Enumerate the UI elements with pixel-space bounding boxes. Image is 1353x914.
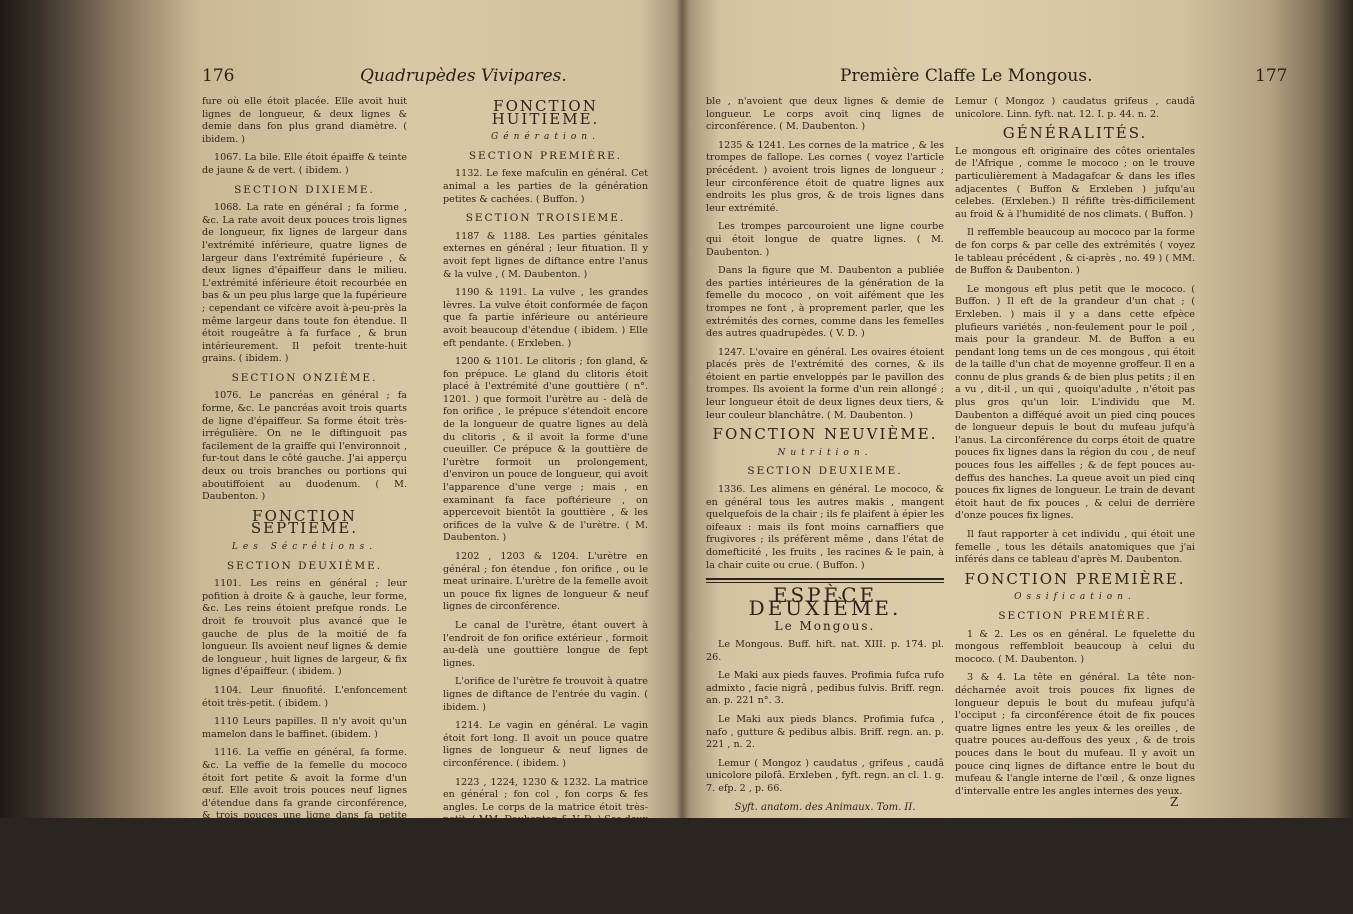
left-column-2 xyxy=(443,96,648,914)
left-running-title: Quadrupèdes Vivipares. xyxy=(360,66,567,86)
paragraph: 1076. Le pancréas en général ; fa forme, &c. Le pancréas avoit trois quarts de ligne d'épaiffeur. Sa forme étoit très-irrégulière. On ne le diftinguoit pas facilement de la graiffe qui l'environnoit , fur-tout dans le côté gauche. J'ai apperçu deux ou trois branches ou portions qui aboutiffoient au duodenum. ( M. Daubenton. ) xyxy=(202,390,407,503)
right-column-1 xyxy=(706,96,944,814)
section-title: GÉNÉRALITÉS. xyxy=(1002,124,1148,143)
function-subheading: Les Sécrétions. xyxy=(231,542,378,552)
paragraph: 1190 & 1191. La vulve , les grandes lèvres. La vulve étoit conformée de façon que fa partie inférieure ou antérieure avoit beaucoup d'étendue ( ibidem. ) Elle eft pendante. ( Erxleben. ) xyxy=(443,287,648,349)
section-heading: SECTION ONZIÈME. xyxy=(231,371,378,384)
species-heading: ESPÈCE DEUXIÈME. xyxy=(748,583,902,620)
paragraph: 1101. Les reins en général ; leur pofition à droite & à gauche, leur forme, &c. Les reins étoient prefque ronds. Le droit fe trouvoit plus avancé que le gauche de plus de la moitié de fa longueur. Ils avoient neuf lignes & demie de longueur , huit lignes de largeur, & fix lignes d'épaiffeur. ( ibidem. ) xyxy=(202,578,407,678)
paragraph: 1067. La bile. Elle étoit épaiffe & teinte de jaune & de vert. ( ibidem. ) xyxy=(202,152,407,176)
right-page-number: 177 xyxy=(1255,66,1288,86)
function-subheading: Génération. xyxy=(491,132,600,143)
paragraph: Lemur ( Mongoz ) caudatus , grifeus , caudâ unicolore pilofâ. Erxleben , fyft. regn. an cl. 1. g. 7. efp. 2 , p. 66. xyxy=(706,757,944,794)
paragraph: 1116. La veffie en général, fa forme. &c. La veffie de la femelle du mococo étoit fort petite & avoit la forme d'un œuf. Elle avoit trois pouces neuf lignes d'étendue dans fa grande circonférence, & trois pouces une ligne dans fa petite circonférence. ( ibidem. ) xyxy=(202,747,407,834)
paragraph: Le col & le corps de la matrice , pris enfemble , xyxy=(443,883,648,907)
section-heading: SECTION TROISIEME. xyxy=(465,212,626,225)
function-subheading: Nutrition. xyxy=(777,447,873,458)
section-heading: SECTION DEUXIEME. xyxy=(747,465,903,478)
paragraph: Les trompes parcouroient une ligne courbe qui étoit longue de quatre lignes. ( M. Daubenton. ) xyxy=(706,221,944,258)
paragraph: 1 & 2. Les os en général. Le fquelette du mongous reffembloit beaucoup à celui du mococo. ( M. Daubenton. ) xyxy=(955,628,1195,665)
function-subheading: Ossification. xyxy=(1014,592,1136,603)
paragraph: Lemur ( Mongoz ) caudatus grifeus , caudâ unicolore. Linn. fyft. nat. 12. I. p. 44. n. 2. xyxy=(955,96,1195,120)
section-heading: SECTION PREMIÈRE. xyxy=(468,149,623,162)
section-heading: SECTION DIXIEME. xyxy=(234,183,375,196)
species-name: Le Mongous. xyxy=(774,619,876,634)
paragraph: fure où elle étoit placée. Elle avoit huit lignes de longueur, & deux lignes & demie dans fon plus grand diamètre. ( ibidem. ) xyxy=(202,96,407,145)
right-page xyxy=(690,0,1310,818)
left-column-1 xyxy=(202,96,407,841)
paragraph: Le mongous eft plus petit que le mococo. ( Buffon. ) Il eft de la grandeur d'un chat ; ( Erxleben. ) mais il y a dans cette efpèce plufieurs variétés , non-feulement pour le poil , mais pour la grandeur. M. de Buffon a eu pendant long tems un de ces mongous , qui étoit de la taille d'un chat de moyenne groffeur. Il en a connu de plus grands & de bien plus petits ; il en a vu , dit-il , un qui , quoiqu'adulte , n'étoit pas plus gros qu'un loir. L'individu que M. Daubenton a difféqué avoit un pied cinq pouces de longueur depuis le bout du mufeau jufqu'à l'anus. La circonférence du corps étoit de quatre pouces fix lignes dans la région du cou , de neuf pouces fous les aiffelles ; & de fept pouces au-deffus des hanches. La queue avoit un pied cinq pouces fix lignes de longueur. Le train de devant étoit haut de fix pouces , & celui de derrière d'onze pouces fix lignes. xyxy=(955,283,1195,522)
left-page-number: 176 xyxy=(202,66,235,86)
paragraph: 3 & 4. La tête en général. La tête non-décharnée avoit trois pouces fix lignes de longueur depuis le bout du mufeau jufqu'à l'occiput ; fa circonférence étoit de fix pouces quatre lignes entre les yeux & les oreilles , de quatre pouces au-deffous des yeux , & de trois pouces dans le bout du mufeau. Il y avoit un pouce cinq lignes de diftance entre le bout du mufeau & l'angle interne de l'œil , & onze lignes d'intervalle entre les angles internes des yeux. xyxy=(955,672,1195,797)
paragraph: 1104. Leur finuofité. L'enfoncement étoit très-petit. ( ibidem. ) xyxy=(202,684,407,709)
paragraph: 1202 , 1203 & 1204. L'urètre en général ; fon étendue , fon orifice , ou le meat urinaire. L'urètre de la femelle avoit un pouce fix lignes de longueur & neuf lignes de circonférence. xyxy=(443,551,648,613)
paragraph: Il reffemble beaucoup au mococo par la forme de fon corps & par celle des extrémités ( voyez le tableau précédent , & ci-après , no. 49 ) ( MM. de Buffon & Daubenton. ) xyxy=(955,227,1195,277)
paragraph: Le canal de l'urètre, étant ouvert à l'endroit de fon orifice extérieur , formoit au-delà une gouttière longue de fept lignes. xyxy=(443,619,648,669)
section-heading: SECTION DEUXIÈME. xyxy=(226,559,383,572)
right-running-title: Première Claffe Le Mongous. xyxy=(840,66,1093,86)
paragraph: 1068. La rate en général ; fa forme , &c. La rate avoit deux pouces trois lignes de longueur, fix lignes de largeur dans l'extrémité inférieure, quatre lignes de largeur dans l'extrémité fupérieure , & deux lignes d'épaiffeur dans le milieu. L'extrémité inférieure étoit recourbée en bas & un peu plus large que la fupérieure ; cependant ce vifcère avoit à-peu-près la même largeur dans toute fon étendue. Il étoit rougeâtre à fa furface , & brun intérieurement. Il pefoit trente-huit grains. ( ibidem. ) xyxy=(202,202,407,365)
paragraph: 1110 Leurs papilles. Il n'y avoit qu'un mamelon dans le baffinet. (ibidem. ) xyxy=(202,716,407,740)
paragraph: 1223 , 1224, 1230 & 1232. La matrice en général ; fon col , fon corps & fes angles. Le corps de la matrice étoit très-petit. ( MM. Daubenton & V. D. ) Ses deux angles fupérieurs , qui étoient très-prolongés , formoient la plus grande partie de cet organe ou fes cornes. ( V. D. ) xyxy=(443,776,648,876)
paragraph: Dans la figure que M. Daubenton a publiée des parties intérieures de la génération de la femelle du mococo , on voit aifément que les trompes ne font , à proprement parler, que les extrémités des cornes, comme dans les femelles des autres quadrupèdes. ( V. D. ) xyxy=(706,265,944,340)
right-column-2 xyxy=(955,96,1195,804)
left-page xyxy=(60,0,670,907)
paragraph: Le mongous eft originaire des côtes orientales de l'Afrique , comme le mococo ; on le trouve particulièrement à Madagafcar & dans les ifles adjacentes ( Buffon & Erxleben ) jufqu'au celebes. (Erxleben.) Il réfifte très-difficilement au froid & à l'humidité de nos climats. ( Buffon. ) xyxy=(955,145,1195,220)
paragraph: 1200 & 1101. Le clitoris ; fon gland, & fon prépuce. Le gland du clitoris étoit placé à l'extrémité d'une gouttière ( n°. 1201. ) que formoit l'urètre au - delà de fon orifice , le prépuce s'étendoit encore de la longueur de quatre lignes au delà du clitoris , & il avoit la forme d'une cueuiller. Ce prépuce & la gouttière de l'urètre formoit un prolongement, d'environ un pouce de longueur, qui avoit l'apparence d'une verge ; mais , en examinant fa face poftérieure , on appercevoit bientôt la gouttière , & les orifices de la vulve & de l'urètre. ( M. Daubenton. ) xyxy=(443,356,648,544)
paragraph: Le Maki aux pieds fauves. Profimia fufca rufo admixto , facie nigrâ , pedibus fulvis. Briff. regn. an. p. 221 n°. 3. xyxy=(706,670,944,707)
paragraph: 1214. Le vagin en général. Le vagin étoit fort long. Il avoit un pouce quatre lignes de longueur & neuf lignes de circonférence. ( ibidem. ) xyxy=(443,720,648,769)
function-heading: FONCTION PREMIÈRE. xyxy=(964,569,1186,588)
paragraph: 1247. L'ovaire en général. Les ovaires étoient placés près de l'extrémité des cornes, & ils étoient en partie enveloppés par le pavillon des trompes. Ils avoient la forme d'un rein allongé ; leur longueur étoit de deux lignes deux tiers, & leur couleur blanchâtre. ( M. Daubenton. ) xyxy=(706,346,944,421)
paragraph: 1235 & 1241. Les cornes de la matrice , & les trompes de fallope. Les cornes ( voyez l'article précédent. ) avoient trois lignes de longueur ; leur circonférence étoit de quatre lignes aux endroits les plus gros, & de trois lignes dans leur extrémité. xyxy=(706,139,944,214)
function-heading: FONCTION HUITIEME. xyxy=(491,97,600,128)
paragraph: 1132. Le fexe mafculin en général. Cet animal a les parties de la génération petites & cachées. ( Buffon. ) xyxy=(443,168,648,205)
paragraph: L'orifice de l'urètre fe trouvoit à quatre lignes de diftance de l'entrée du vagin. ( ibidem. ) xyxy=(443,676,648,713)
section-heading: SECTION PREMIÈRE. xyxy=(998,609,1152,622)
function-heading: FONCTION NEUVIÈME. xyxy=(712,425,938,444)
paragraph: 1336. Les alimens en général. Le mococo, & en général tous les autres makis , mangent quelquefois de la chair ; ils fe plaifent à épier les oifeaux : mais ils font moins carnaffiers que frugivores ; ils préfèrent même , dans l'état de domefticité , les fruits , les racines & le pain, à la chair cuite ou crue. ( Buffon. ) xyxy=(706,484,944,571)
page-footer: Syft. anatom. des Animaux. Tom. II. xyxy=(734,801,916,813)
paragraph: 1187 & 1188. Les parties génitales externes en général ; leur fituation. Il y avoit fept lignes de diftance entre l'anus & la vulve , ( M. Daubenton. ) xyxy=(443,230,648,280)
function-heading: FONCTION SEPTIÈME. xyxy=(250,506,359,538)
paragraph: Le Mongous. Buff. hift. nat. XIII. p. 174. pl. 26. xyxy=(706,638,944,663)
paragraph: Il faut rapporter à cet individu , qui étoit une femelle , tous les détails anatomiques que j'ai inférés dans ce tableau d'après M. Daubenton. xyxy=(955,529,1195,566)
paragraph: Le Maki aux pieds blancs. Profimia fufca , nafo , gutture & pedibus albis. Briff. regn. an. p. 221 , n. 2. xyxy=(706,713,944,751)
paragraph: ble , n'avoient que deux lignes & demie de longueur. Le corps avoit cinq lignes de circonférence. ( M. Daubenton. ) xyxy=(706,96,944,133)
signature-mark: Z xyxy=(1170,795,1179,809)
